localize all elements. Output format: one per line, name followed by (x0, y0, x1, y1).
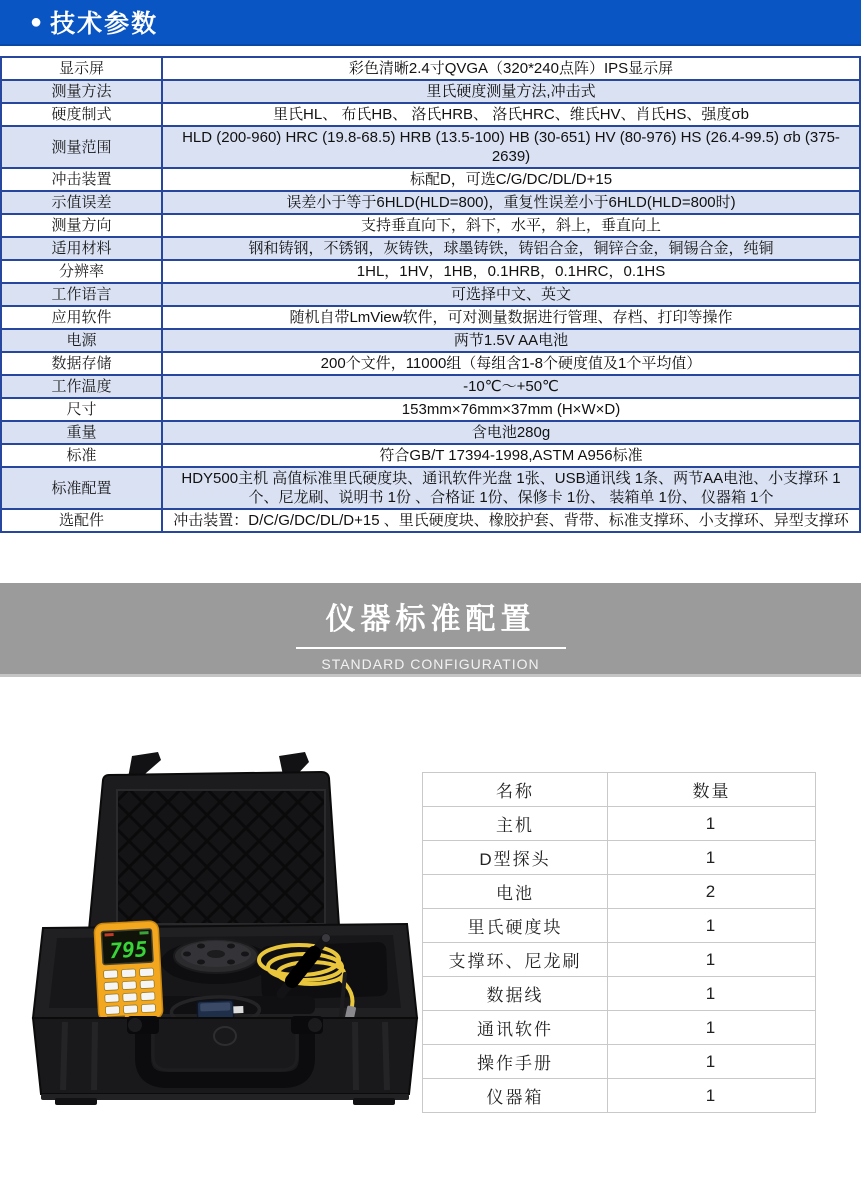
config-row (423, 1045, 816, 1079)
spec-label: 适用材料 (1, 237, 162, 260)
config-row (423, 841, 816, 875)
spec-row (1, 467, 860, 509)
standard-config-banner (0, 583, 861, 677)
spec-row (1, 421, 860, 444)
spec-value: 彩色清晰2.4寸QVGA（320*240点阵）IPS显示屏 (162, 57, 860, 80)
spec-label: 电源 (1, 329, 162, 352)
section-header (0, 0, 861, 46)
spec-value: 两节1.5V AA电池 (162, 329, 860, 352)
config-item-qty: 1 (608, 841, 816, 875)
config-row (423, 1079, 816, 1113)
config-item-qty: 1 (608, 1011, 816, 1045)
spec-row (1, 398, 860, 421)
config-item-name: 通讯软件 (423, 1011, 608, 1045)
spec-value: 可选择中文、英文 (162, 283, 860, 306)
spec-value: 153mm×76mm×37mm (H×W×D) (162, 398, 860, 421)
hardness-tester-device (94, 921, 163, 1022)
spec-row (1, 352, 860, 375)
config-item-name: 仪器箱 (423, 1079, 608, 1113)
spec-label: 硬度制式 (1, 103, 162, 126)
spec-row (1, 168, 860, 191)
config-item-qty: 1 (608, 1079, 816, 1113)
config-item-name: D型探头 (423, 841, 608, 875)
config-table (422, 772, 816, 1113)
spec-label: 尺寸 (1, 398, 162, 421)
config-table-body (423, 773, 816, 1113)
banner-divider (296, 647, 566, 649)
spec-value: 符合GB/T 17394-1998,ASTM A956标准 (162, 444, 860, 467)
config-row (423, 909, 816, 943)
product-photo (25, 750, 425, 1120)
spec-row (1, 375, 860, 398)
config-header-row (423, 773, 816, 807)
spec-row (1, 444, 860, 467)
case-lid (89, 772, 339, 937)
spec-label: 标准 (1, 444, 162, 467)
banner-title: 仪器标准配置 (325, 603, 536, 636)
spec-label: 冲击装置 (1, 168, 162, 191)
spec-value: 冲击装置：D/C/G/DC/DL/D+15 、里氏硬度块、橡胶护套、背带、标准支撑环、小支撑环、异型支撑环 (162, 509, 860, 532)
spec-row (1, 306, 860, 329)
spec-row (1, 237, 860, 260)
config-row (423, 943, 816, 977)
spec-row (1, 214, 860, 237)
spec-value: 误差小于等于6HLD(HLD=800)，重复性误差小于6HLD(HLD=800时) (162, 191, 860, 214)
spec-value: 随机自带LmView软件，可对测量数据进行管理、存档、打印等操作 (162, 306, 860, 329)
config-row (423, 807, 816, 841)
spec-label: 选配件 (1, 509, 162, 532)
spec-row (1, 329, 860, 352)
spec-value: 标配D，可选C/G/DC/DL/D+15 (162, 168, 860, 191)
config-item-name: 操作手册 (423, 1045, 608, 1079)
spec-row (1, 509, 860, 532)
config-item-qty: 1 (608, 807, 816, 841)
spec-value: -10℃～+50℃ (162, 375, 860, 398)
spec-row (1, 103, 860, 126)
spec-row (1, 283, 860, 306)
spec-label: 重量 (1, 421, 162, 444)
spec-table (0, 56, 861, 533)
spec-label: 工作温度 (1, 375, 162, 398)
config-header-cell: 数量 (608, 773, 816, 807)
config-item-name: 支撑环、尼龙刷 (423, 943, 608, 977)
config-row (423, 875, 816, 909)
spec-label: 数据存储 (1, 352, 162, 375)
spec-label: 示值误差 (1, 191, 162, 214)
spec-row (1, 80, 860, 103)
spec-value: HDY500主机 高值标准里氏硬度块、通讯软件光盘 1张、USB通讯线 1条、两节AA电池、小支撑环 1个、尼龙刷、说明书 1份 、合格证 1份、保修卡 1份、 装箱单 1份、 仪器箱 1个 (162, 467, 860, 509)
spec-row (1, 260, 860, 283)
bullet-icon: ● (30, 11, 43, 33)
banner-subtitle: STANDARD CONFIGURATION (321, 656, 540, 672)
spec-table-body (1, 57, 860, 532)
test-block (174, 939, 258, 973)
spec-row (1, 126, 860, 168)
spec-value: 含电池280g (162, 421, 860, 444)
config-item-qty: 1 (608, 977, 816, 1011)
config-item-qty: 1 (608, 1045, 816, 1079)
config-item-qty: 1 (608, 909, 816, 943)
config-item-name: 电池 (423, 875, 608, 909)
config-item-name: 数据线 (423, 977, 608, 1011)
spec-label: 测量范围 (1, 126, 162, 168)
page-title: 技术参数 (50, 10, 159, 38)
case-front (33, 1018, 417, 1105)
config-item-name: 里氏硬度块 (423, 909, 608, 943)
spec-row (1, 191, 860, 214)
spec-label: 分辨率 (1, 260, 162, 283)
config-row (423, 1011, 816, 1045)
lid-foam (117, 790, 325, 924)
spec-label: 显示屏 (1, 57, 162, 80)
spec-value: HLD (200-960) HRC (19.8-68.5) HRB (13.5-100) HB (30-651) HV (80-976) HS (26.4-99.5) σb (375-2639) (162, 126, 860, 168)
spec-value: 里氏HL、 布氏HB、 洛氏HRB、 洛氏HRC、维氏HV、肖氏HS、强度σb (162, 103, 860, 126)
spec-label: 测量方向 (1, 214, 162, 237)
spec-label: 工作语言 (1, 283, 162, 306)
spec-value: 支持垂直向下，斜下，水平，斜上，垂直向上 (162, 214, 860, 237)
spec-value: 200个文件，11000组（每组含1-8个硬度值及1个平均值） (162, 352, 860, 375)
spec-value: 1HL，1HV，1HB，0.1HRB，0.1HRC，0.1HS (162, 260, 860, 283)
config-header-cell: 名称 (423, 773, 608, 807)
config-row (423, 977, 816, 1011)
config-item-qty: 1 (608, 943, 816, 977)
spec-value: 钢和铸钢，不锈钢，灰铸铁，球墨铸铁，铸铝合金，铜锌合金，铜锡合金，纯铜 (162, 237, 860, 260)
spec-row (1, 57, 860, 80)
spec-label: 标准配置 (1, 467, 162, 509)
spec-label: 应用软件 (1, 306, 162, 329)
spec-label: 测量方法 (1, 80, 162, 103)
spec-value: 里氏硬度测量方法,冲击式 (162, 80, 860, 103)
device-reading: 795 (108, 937, 148, 964)
config-item-qty: 2 (608, 875, 816, 909)
config-item-name: 主机 (423, 807, 608, 841)
